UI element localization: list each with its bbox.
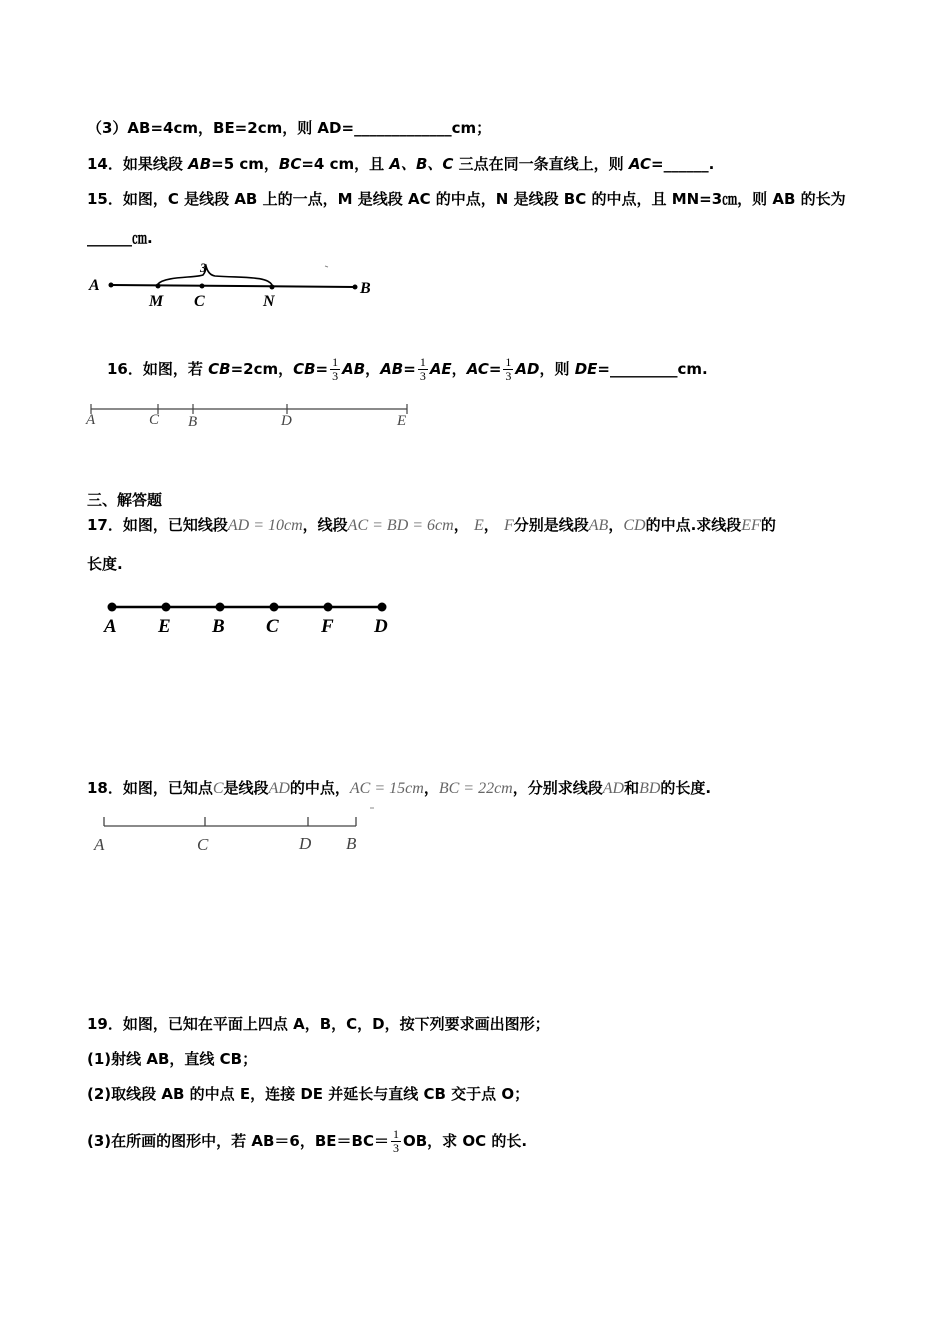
label-B: B bbox=[360, 280, 371, 297]
question-19-part2: (2)取线段 AB 的中点 E，连接 DE 并延长与直线 CB 交于点 O； bbox=[87, 1085, 530, 1103]
label-A: A bbox=[94, 835, 105, 854]
q16-figure bbox=[85, 401, 415, 433]
answer-blank[interactable]: _____________ bbox=[354, 119, 452, 137]
label-C: C bbox=[266, 616, 279, 637]
q18-figure bbox=[90, 806, 390, 856]
q13-part3 bbox=[87, 117, 491, 139]
label-A: A bbox=[89, 277, 100, 294]
answer-blank[interactable]: =______. bbox=[651, 155, 715, 173]
question-16: 16．如图，若 CB=2cm，CB= $\frac{1}{3}$ AB，AB= $\frac{1}{3}$ AE，AC= $\frac{1}{3}$ AD，则 DE=_________cm. bbox=[107, 355, 708, 383]
label-C: C bbox=[197, 835, 209, 854]
fraction-one-third: $\frac{1}{3}$ bbox=[419, 355, 426, 383]
label-D: D bbox=[281, 413, 292, 429]
label-D: D bbox=[299, 834, 312, 853]
question-14: 14．如果线段 AB=5 cm，BC=4 cm，且 A、B、C 三点在同一条直线上，则 AC=______. bbox=[87, 155, 715, 173]
label-F: F bbox=[321, 616, 334, 637]
label-A: A bbox=[104, 616, 117, 637]
label-B: B bbox=[346, 834, 357, 853]
label-E: E bbox=[397, 413, 407, 429]
question-17-line2: 长度. bbox=[87, 555, 123, 573]
question-15-line1: 15．如图，C 是线段 AB 上的一点，M 是线段 AC 的中点，N 是线段 BC 的中点，且 MN=3㎝，则 AB 的长为 bbox=[87, 190, 846, 208]
brace-label: 3 bbox=[200, 260, 207, 275]
q13-unit: cm； bbox=[451, 119, 492, 137]
question-19-line1: 19．如图，已知在平面上四点 A，B，C，D，按下列要求画出图形； bbox=[87, 1015, 550, 1033]
label-E: E bbox=[158, 616, 171, 637]
question-18: 18．如图，已知点C是线段AD的中点，AC = 15cm，BC = 22cm，分别求线段AD和BD的长度. bbox=[87, 779, 712, 797]
fraction-one-third: $\frac{1}{3}$ bbox=[332, 355, 339, 383]
q13-text: （3）AB=4cm，BE=2cm，则 AD= bbox=[87, 119, 355, 137]
label-A: A bbox=[86, 412, 96, 428]
q17-figure bbox=[100, 598, 400, 638]
label-C: C bbox=[194, 293, 205, 310]
fraction-one-third: $\frac{1}{3}$ bbox=[505, 355, 512, 383]
section-heading: 三、解答题 bbox=[87, 491, 163, 509]
label-B: B bbox=[212, 616, 225, 637]
question-19-part1: (1)射线 AB，直线 CB； bbox=[87, 1050, 258, 1068]
answer-blank[interactable]: =_________cm. bbox=[597, 360, 708, 378]
q15-figure bbox=[85, 262, 385, 312]
question-17-line1: 17．如图，已知线段AD = 10cm，线段AC = BD = 6cm， E， F分别是线段AB，CD的中点.求线段EF的 bbox=[87, 516, 776, 534]
question-15-line2[interactable]: ______㎝. bbox=[87, 229, 153, 247]
label-B: B bbox=[188, 414, 198, 430]
label-C: C bbox=[149, 412, 160, 428]
label-M: M bbox=[149, 293, 164, 310]
question-19-part3: (3)在所画的图形中，若 AB＝6，BE＝BC＝ $\frac{1}{3}$ OB，求 OC 的长. bbox=[87, 1127, 528, 1155]
label-N: N bbox=[263, 293, 275, 310]
label-D: D bbox=[374, 616, 388, 637]
fraction-one-third: $\frac{1}{3}$ bbox=[392, 1127, 399, 1155]
